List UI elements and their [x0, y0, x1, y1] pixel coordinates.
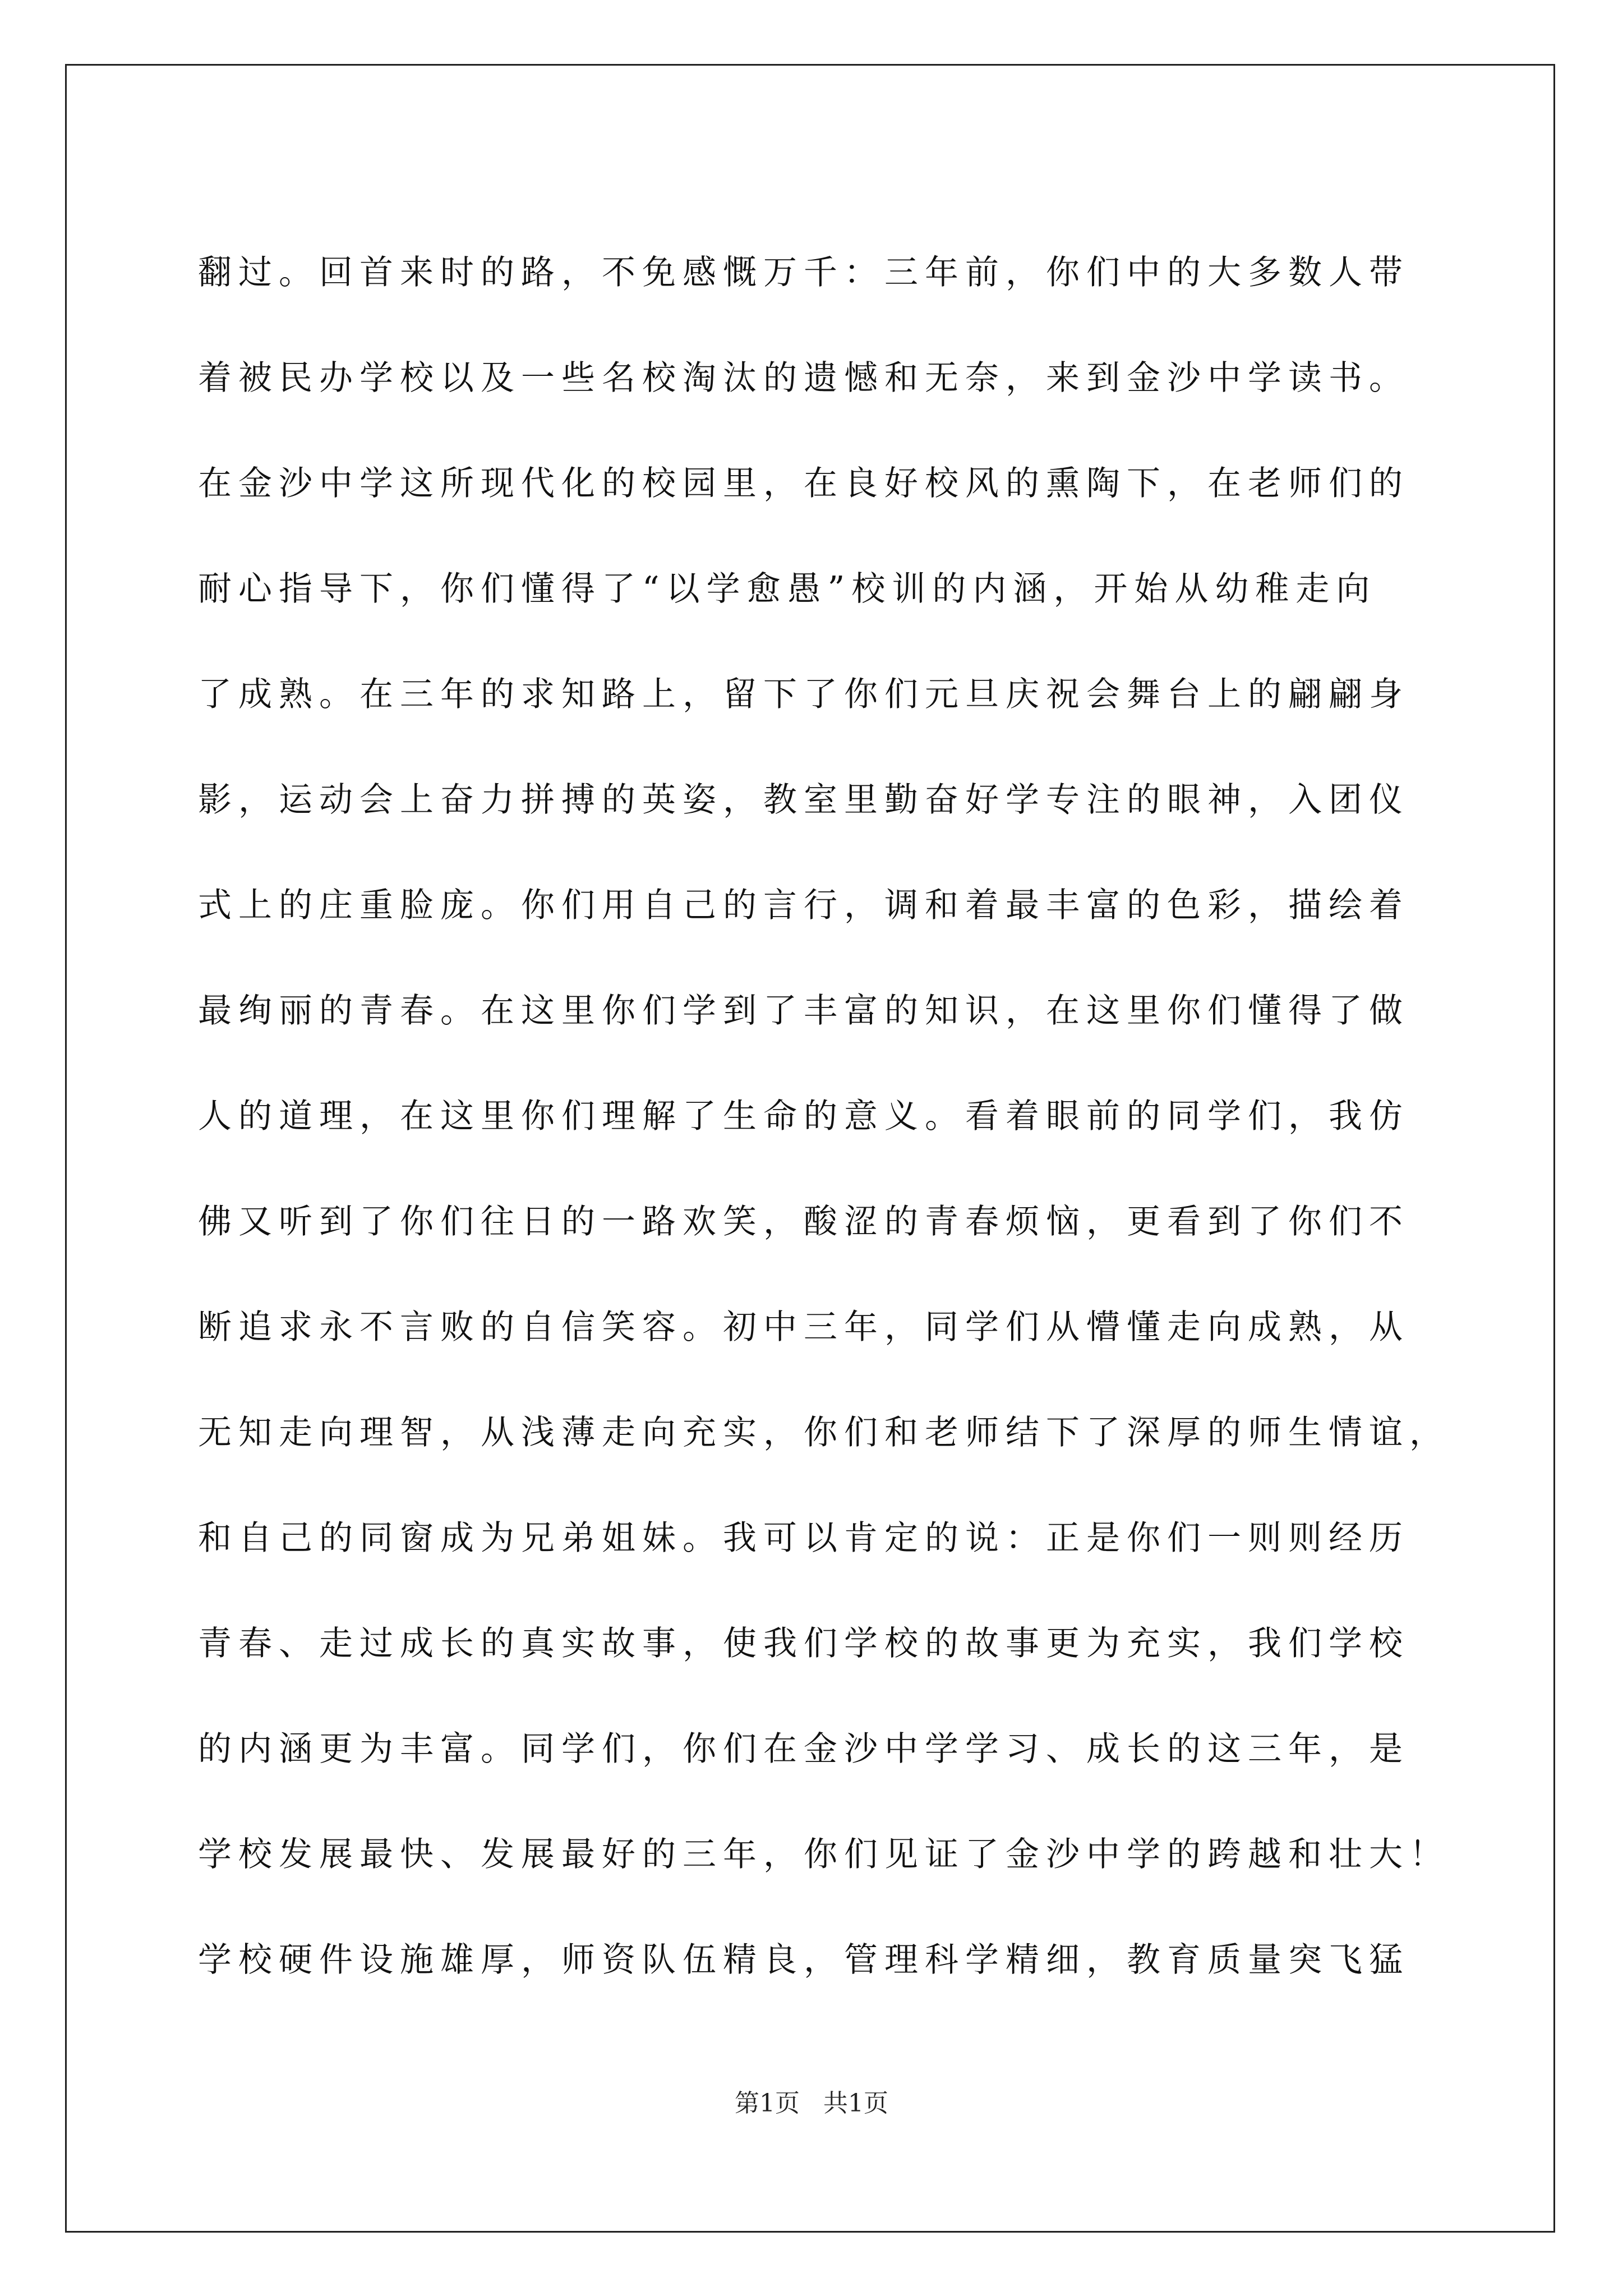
text-line: 学校硬件设施雄厚，师资队伍精良，管理科学精细，教育质量突飞猛 — [198, 1940, 1409, 1980]
text-line: 耐心指导下，你们懂得了“以学愈愚”校训的内涵，开始从幼稚走向 — [198, 569, 1377, 609]
text-line: 佛又听到了你们往日的一路欢笑，酸涩的青春烦恼，更看到了你们不 — [198, 1202, 1409, 1241]
text-line: 和自己的同窗成为兄弟姐妹。我可以肯定的说：正是你们一则则经历 — [198, 1519, 1409, 1558]
text-line: 了成熟。在三年的求知路上，留下了你们元旦庆祝会舞台上的翩翩身 — [198, 675, 1409, 714]
text-line: 最绚丽的青春。在这里你们学到了丰富的知识，在这里你们懂得了做 — [198, 991, 1409, 1030]
page-count: 共1页 — [823, 2089, 888, 2118]
text-line: 影，运动会上奋力拼搏的英姿，教室里勤奋好学专注的眼神，入团仪 — [198, 780, 1409, 820]
text-line: 着被民办学校以及一些名校淘汰的遗憾和无奈，来到金沙中学读书。 — [198, 358, 1409, 398]
document-body — [198, 220, 1450, 2013]
text-line: 人的道理，在这里你们理解了生命的意义。看着眼前的同学们，我仿 — [198, 1097, 1409, 1136]
text-line: 无知走向理智，从浅薄走向充实，你们和老师结下了深厚的师生情谊， — [198, 1413, 1450, 1452]
text-line: 式上的庄重脸庞。你们用自己的言行，调和着最丰富的色彩，描绘着 — [198, 886, 1409, 925]
page-footer — [0, 2087, 1623, 2120]
page-number: 第1页 — [735, 2089, 800, 2118]
text-line: 翻过。回首来时的路，不免感慨万千：三年前，你们中的大多数人带 — [198, 253, 1409, 292]
text-line: 学校发展最快、发展最好的三年，你们见证了金沙中学的跨越和壮大！ — [198, 1835, 1450, 1874]
text-line: 的内涵更为丰富。同学们，你们在金沙中学学习、成长的这三年，是 — [198, 1729, 1409, 1769]
text-line: 断追求永不言败的自信笑容。初中三年，同学们从懵懂走向成熟，从 — [198, 1308, 1409, 1347]
text-line: 青春、走过成长的真实故事，使我们学校的故事更为充实，我们学校 — [198, 1624, 1409, 1663]
text-line: 在金沙中学这所现代化的校园里，在良好校风的熏陶下，在老师们的 — [198, 464, 1409, 503]
